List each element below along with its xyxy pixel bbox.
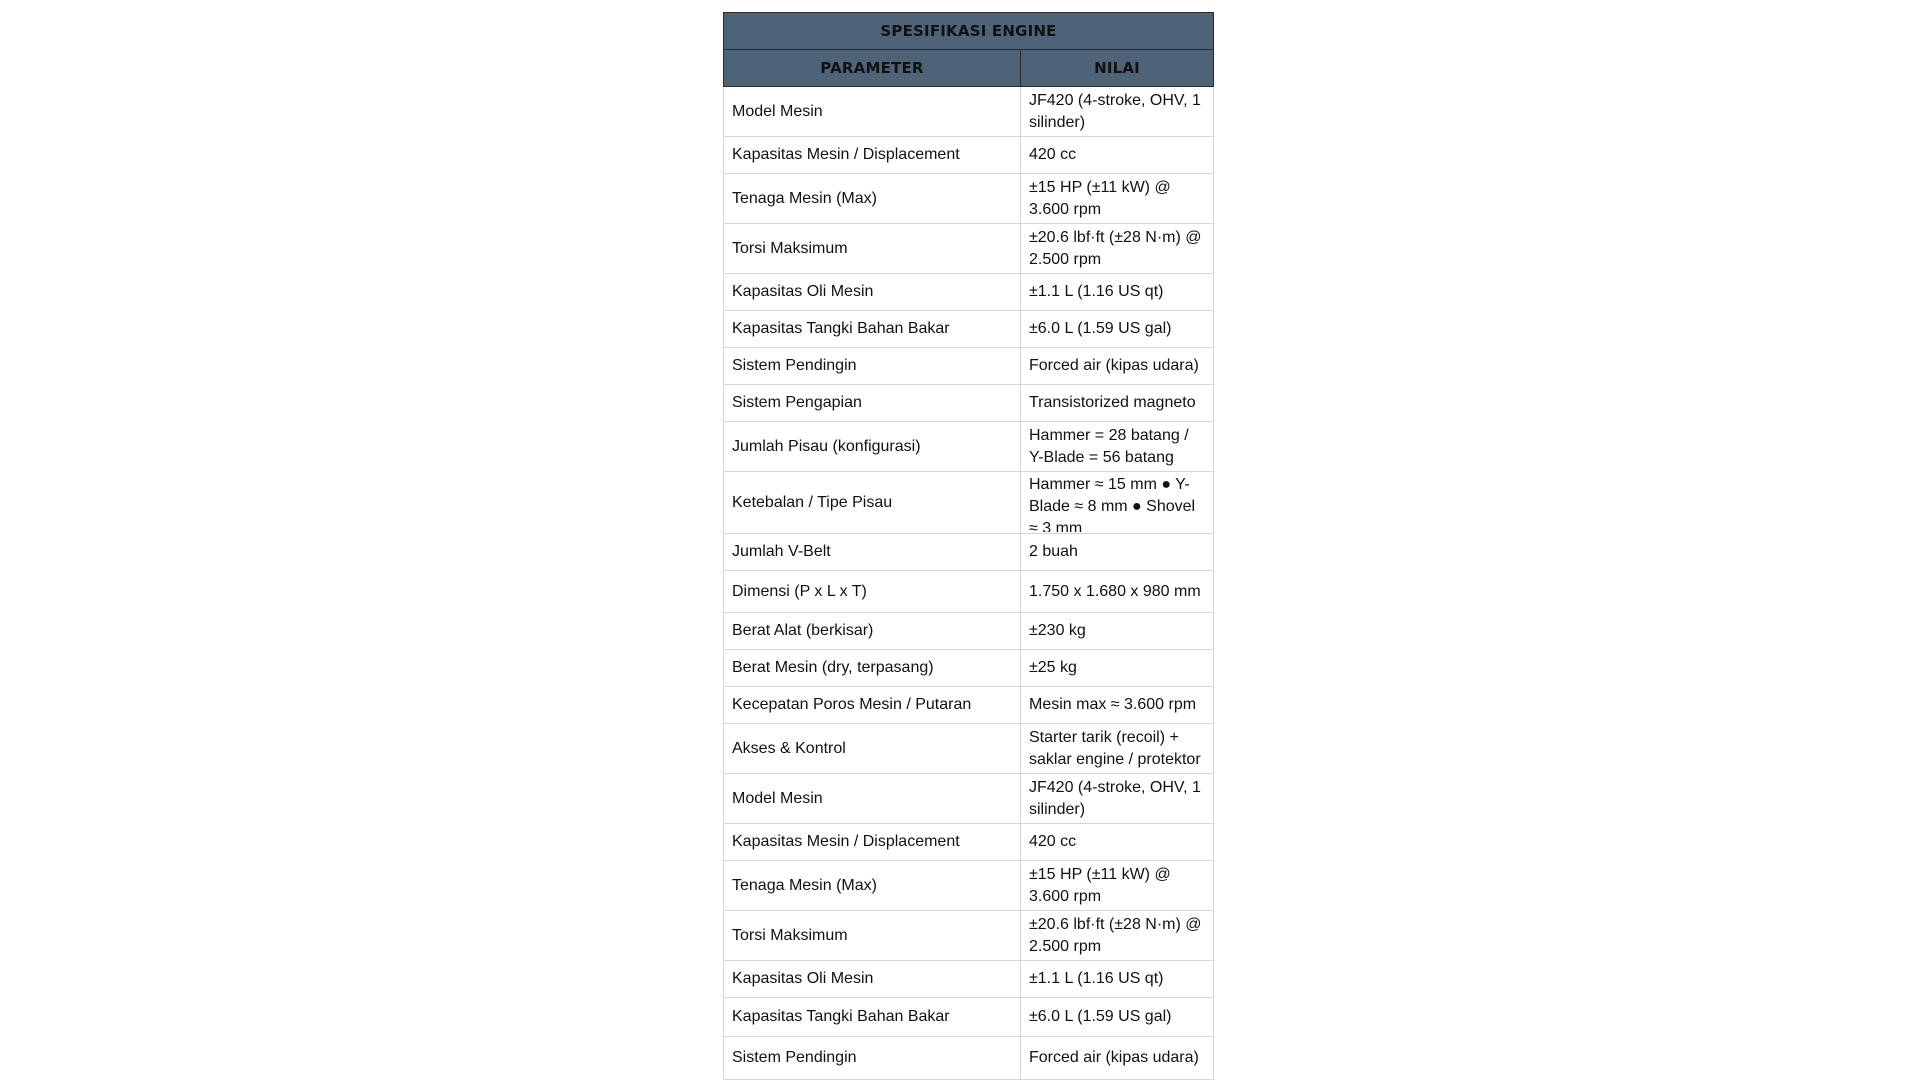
value-cell: [1021, 824, 1214, 861]
header-row: [724, 50, 1214, 87]
value-text: 2 buah: [1029, 543, 1078, 560]
parameter-cell: Kapasitas Mesin / Displacement: [724, 137, 1021, 174]
value-cell: [1021, 274, 1214, 311]
table-row: [724, 87, 1214, 137]
table-row: [724, 861, 1214, 911]
parameter-cell: Kapasitas Oli Mesin: [724, 274, 1021, 311]
table-row: [724, 348, 1214, 385]
parameter-cell: Kapasitas Mesin / Displacement: [724, 824, 1021, 861]
table-row: [724, 137, 1214, 174]
engine-spec-table: [723, 12, 1214, 1080]
value-cell: [1021, 534, 1214, 571]
table-row: [724, 224, 1214, 274]
table-row: [724, 274, 1214, 311]
value-cell: [1021, 911, 1214, 961]
value-text: ±15 HP (±11 kW) @ 3.600 rpm: [1029, 178, 1171, 218]
parameter-cell: Dimensi (P x L x T): [724, 571, 1021, 613]
table-row: [724, 311, 1214, 348]
table-row: [724, 687, 1214, 724]
table-row: [724, 385, 1214, 422]
value-text: JF420 (4-stroke, OHV, 1 silinder): [1029, 91, 1201, 131]
value-text: ±1.1 L (1.16 US qt): [1029, 283, 1164, 300]
value-text: ±20.6 lbf·ft (±28 N·m) @ 2.500 rpm: [1029, 228, 1202, 268]
value-cell: [1021, 137, 1214, 174]
table-row: [724, 422, 1214, 472]
value-cell: [1021, 472, 1214, 534]
value-text: ±1.1 L (1.16 US qt): [1029, 970, 1164, 987]
value-cell: [1021, 385, 1214, 422]
table-row: [724, 650, 1214, 687]
value-text: ±230 kg: [1029, 622, 1086, 639]
header-value: NILAI: [1021, 50, 1214, 87]
value-cell: [1021, 998, 1214, 1037]
parameter-cell: Berat Mesin (dry, terpasang): [724, 650, 1021, 687]
parameter-cell: Tenaga Mesin (Max): [724, 174, 1021, 224]
value-text: ±25 kg: [1029, 659, 1077, 676]
parameter-cell: Torsi Maksimum: [724, 911, 1021, 961]
table-row: [724, 571, 1214, 613]
parameter-cell: Sistem Pendingin: [724, 348, 1021, 385]
parameter-cell: Jumlah Pisau (konfigurasi): [724, 422, 1021, 472]
value-text: Transistorized magneto: [1029, 394, 1196, 411]
table-row: [724, 961, 1214, 998]
parameter-cell: Kecepatan Poros Mesin / Putaran: [724, 687, 1021, 724]
value-text: 420 cc: [1029, 833, 1077, 850]
parameter-cell: Sistem Pendingin: [724, 1037, 1021, 1080]
value-text: 1.750 x 1.680 x 980 mm: [1029, 582, 1201, 600]
value-text: Forced air (kipas udara): [1029, 357, 1199, 374]
value-cell: [1021, 174, 1214, 224]
title-row: [724, 13, 1214, 50]
spec-sheet: [723, 12, 1213, 1080]
table-row: [724, 534, 1214, 571]
table-row: [724, 998, 1214, 1037]
value-cell: [1021, 348, 1214, 385]
parameter-cell: Tenaga Mesin (Max): [724, 861, 1021, 911]
parameter-cell: Kapasitas Oli Mesin: [724, 961, 1021, 998]
value-cell: [1021, 1037, 1214, 1080]
value-cell: [1021, 571, 1214, 613]
value-text: Hammer = 28 batang / Y-Blade = 56 batang: [1029, 426, 1189, 466]
table-row: [724, 724, 1214, 774]
table-row: [724, 911, 1214, 961]
value-cell: [1021, 861, 1214, 911]
value-text: Starter tarik (recoil) + saklar engine / protektor: [1029, 728, 1201, 768]
parameter-cell: Sistem Pengapian: [724, 385, 1021, 422]
value-text: ±6.0 L (1.59 US gal): [1029, 1008, 1172, 1025]
parameter-cell: Kapasitas Tangki Bahan Bakar: [724, 311, 1021, 348]
header-parameter: PARAMETER: [724, 50, 1021, 87]
value-text: ±20.6 lbf·ft (±28 N·m) @ 2.500 rpm: [1029, 915, 1202, 955]
table-row: [724, 1037, 1214, 1080]
value-text: 420 cc: [1029, 146, 1077, 163]
table-row: [724, 774, 1214, 824]
parameter-cell: Ketebalan / Tipe Pisau: [724, 472, 1021, 534]
table-body: [724, 87, 1214, 1080]
parameter-cell: Akses & Kontrol: [724, 724, 1021, 774]
table-title: SPESIFIKASI ENGINE: [724, 13, 1214, 50]
table-row: [724, 472, 1214, 534]
value-text: ±15 HP (±11 kW) @ 3.600 rpm: [1029, 865, 1171, 905]
value-cell: [1021, 224, 1214, 274]
parameter-cell: Kapasitas Tangki Bahan Bakar: [724, 998, 1021, 1037]
table-row: [724, 174, 1214, 224]
value-text: Mesin max ≈ 3.600 rpm: [1029, 696, 1197, 713]
parameter-cell: Torsi Maksimum: [724, 224, 1021, 274]
value-cell: [1021, 724, 1214, 774]
value-cell: [1021, 774, 1214, 824]
value-text: JF420 (4-stroke, OHV, 1 silinder): [1029, 778, 1201, 818]
value-text: Forced air (kipas udara): [1029, 1049, 1199, 1066]
table-row: [724, 824, 1214, 861]
parameter-cell: Berat Alat (berkisar): [724, 613, 1021, 650]
value-cell: [1021, 422, 1214, 472]
parameter-cell: Jumlah V-Belt: [724, 534, 1021, 571]
value-cell: [1021, 87, 1214, 137]
value-cell: [1021, 650, 1214, 687]
value-cell: [1021, 687, 1214, 724]
parameter-cell: Model Mesin: [724, 774, 1021, 824]
table-row: [724, 613, 1214, 650]
value-text: ±6.0 L (1.59 US gal): [1029, 320, 1172, 337]
value-cell: [1021, 613, 1214, 650]
parameter-cell: Model Mesin: [724, 87, 1021, 137]
value-text: Hammer ≈ 15 mm ● Y-Blade ≈ 8 mm ● Shovel ≈ 3 mm: [1029, 475, 1196, 532]
value-cell: [1021, 961, 1214, 998]
value-cell: [1021, 311, 1214, 348]
